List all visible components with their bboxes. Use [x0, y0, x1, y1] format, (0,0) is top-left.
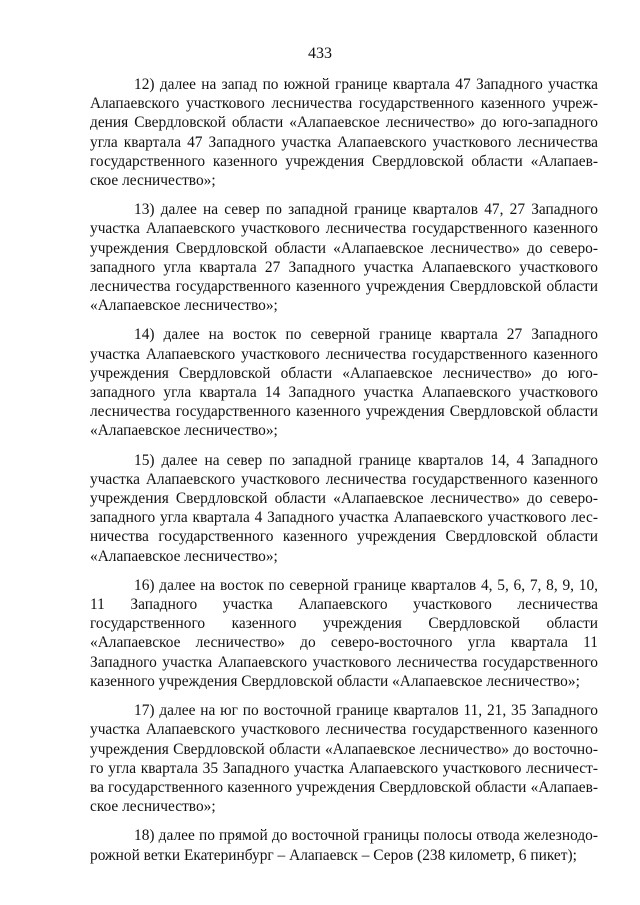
paragraph-14: 14) далее на восток по северной границе квартала 27 Западного участка Алапаевского участкового лесничества государственного казенного учреждения Свердловской области «Алапаевское лесничество» до юго-западного угла квартала 14 Западного участка Алапаевского участкового лесничества государственного казенного учреждения Свердловской области «Алапаевское лесничество»;	[90, 326, 598, 440]
paragraph-17: 17) далее на юг по восточной границе кварталов 11, 21, 35 Западного участка Алапаевского участкового лесничества государственного казенного учреждения Свердловской области «Алапаевское лесничество» до восточного угла квартала 35 Западного участка Алапаевского участкового лесничества государственного казенного учреждения Свердловской области «Алапаевское лесничество»;	[90, 702, 598, 816]
paragraph-13: 13) далее на север по западной границе кварталов 47, 27 Западного участка Алапаевского участкового лесничества государственного казенного учреждения Свердловской области «Алапаевское лесничество» до северозападного угла квартала 27 Западного участка Алапаевского участкового лесничества государственного казенного учреждения Свердловской области «Алапаевское лесничество»;	[90, 201, 598, 315]
paragraph-16: 16) далее на восток по северной границе кварталов 4, 5, 6, 7, 8, 9, 10, 11 Западного участка Алапаевского участкового лесничества государственного казенного учреждения Свердловской области «Алапаевское лесничество» до северо-восточного угла квартала 11 Западного участка Алапаевского участкового лесничества государственного казенного учреждения Свердловской области «Алапаевское лесничество»;	[90, 576, 598, 690]
page-number: 433	[308, 45, 332, 62]
paragraph-18: 18) далее по прямой до восточной границы полосы отвода железнодорожной ветки Екатеринбург – Алапаевск – Серов (238 километр, 6 пикет);	[90, 827, 598, 864]
document-body	[90, 75, 598, 875]
paragraph-12: 12) далее на запад по южной границе квартала 47 Западного участка Алапаевского участкового лесничества государственного казенного учреждения Свердловской области «Алапаевское лесничество» до юго-западного угла квартала 47 Западного участка Алапаевского участкового лесничества государственного казенного учреждения Свердловской области «Алапаевское лесничество»;	[90, 76, 598, 190]
paragraph-15: 15) далее на север по западной границе кварталов 14, 4 Западного участка Алапаевского участкового лесничества государственного казенного учреждения Свердловской области «Алапаевское лесничество» до северозападного угла квартала 4 Западного участка Алапаевского участкового лесничества государственного казенного учреждения Свердловской области «Алапаевское лесничество»;	[90, 451, 598, 565]
